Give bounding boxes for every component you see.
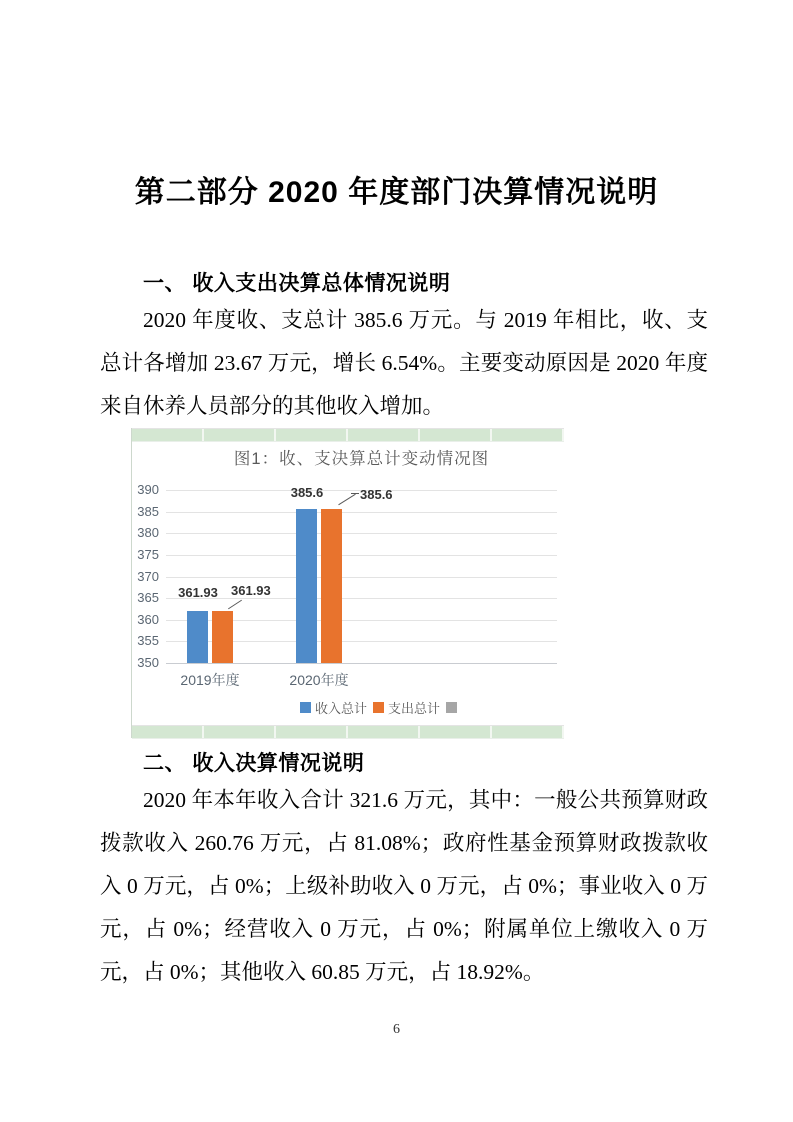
legend-item	[300, 698, 367, 717]
y-axis-label: 355	[137, 633, 159, 649]
chart-plot-area	[132, 428, 564, 725]
y-axis-label: 350	[137, 655, 159, 670]
x-axis-label: 2019年度	[180, 672, 240, 688]
callout-line	[351, 493, 359, 494]
spreadsheet-row-strip-bottom	[132, 725, 564, 739]
grid-line	[166, 555, 557, 556]
bar-value-label: 385.6	[290, 485, 324, 500]
paragraph-overview: 2020 年度收、支总计 385.6 万元。与 2019 年相比，收、支总计各增加 23.67 万元，增长 6.54%。主要变动原因是 2020 年度来自休养人员部分的其他收入增加。	[100, 308, 708, 418]
callout-line	[338, 494, 355, 505]
bar	[187, 611, 208, 663]
y-axis-label: 370	[137, 568, 159, 584]
chart-legend	[300, 698, 457, 717]
y-axis-label: 365	[137, 590, 159, 606]
page-title: 第二部分 2020 年度部门决算情况说明	[134, 176, 659, 209]
bar-value-label: 385.6	[360, 487, 393, 502]
x-axis-label: 2020年度	[289, 672, 349, 688]
bar	[321, 509, 342, 663]
grid-line	[166, 577, 557, 578]
paragraph-income-detail: 2020 年本年收入合计 321.6 万元，其中：一般公共预算财政拨款收入 260.76 万元，占 81.08%；政府性基金预算财政拨款收入 0 万元，占 0%；上级补助收入 0 万元，占 0%；事业收入 0 万元，占 0%；经营收入 0 万元，占 0%；附属单位上缴收入 0 万元，占 0%；其他收入 60.85 万元，占 18.92%。	[100, 788, 708, 984]
chart-title: 图1：收、支决算总计变动情况图	[233, 450, 490, 468]
section-heading-income-expense-overview: 一、 收入支出决算总体情况说明	[143, 272, 451, 295]
section-heading-income-statement: 二、 收入决算情况说明	[143, 752, 365, 775]
bar-value-label: 361.93	[231, 583, 271, 598]
page-number: 6	[393, 1022, 400, 1037]
y-axis-label: 385	[137, 503, 159, 519]
legend-swatch	[446, 702, 457, 713]
bar	[296, 509, 317, 663]
bar-value-label: 361.93	[178, 585, 218, 600]
bar	[212, 611, 233, 663]
y-axis-label: 360	[137, 611, 159, 627]
callout-line	[228, 600, 242, 610]
legend-label: 收入总计	[315, 701, 368, 716]
y-axis-label: 380	[137, 525, 159, 541]
y-axis-label: 375	[137, 546, 159, 562]
grid-line	[166, 663, 557, 664]
grid-line	[166, 533, 557, 534]
legend-item	[446, 702, 457, 713]
legend-swatch	[300, 702, 311, 713]
chart-figure	[131, 428, 564, 738]
y-axis-label: 390	[137, 482, 159, 497]
legend-label: 支出总计	[388, 701, 441, 716]
legend-swatch	[373, 702, 384, 713]
grid-line	[166, 512, 557, 513]
legend-item	[373, 698, 440, 717]
